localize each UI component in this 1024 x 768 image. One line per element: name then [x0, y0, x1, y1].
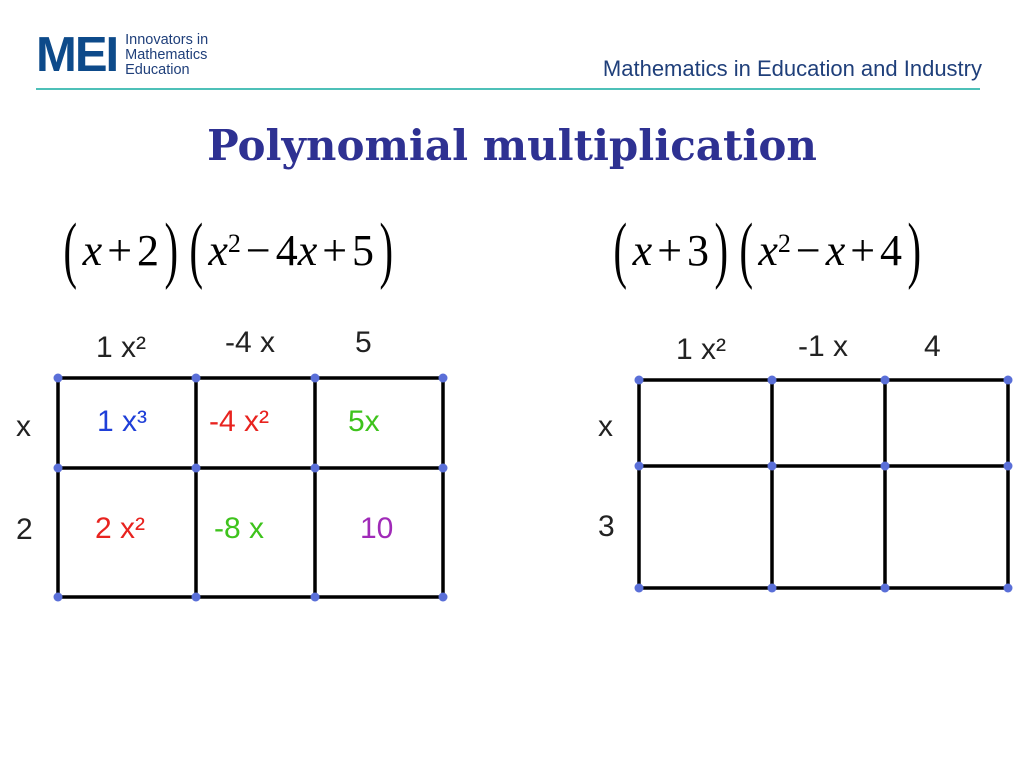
tagline-line-2: Mathematics [125, 46, 208, 63]
open-paren: ( [613, 209, 628, 291]
grid-1-row-header: 2 [16, 513, 33, 546]
equation-2-op1: − [795, 225, 821, 275]
open-paren: ( [63, 209, 78, 291]
tagline-line-3: Education [125, 61, 190, 78]
grid-2-grid-point [635, 462, 644, 471]
grid-1-cell: -4 x² [209, 405, 269, 438]
equation-2-const2: 4 [880, 225, 903, 275]
grid-2-grid-point [768, 584, 777, 593]
grid-2-grid-point [1004, 584, 1013, 593]
grid-2-grid-point [768, 462, 777, 471]
grid-1-grid-point [311, 374, 320, 383]
close-paren: ) [907, 209, 922, 291]
close-paren: ) [164, 209, 179, 291]
grid-1-row-header: x [16, 410, 31, 443]
equation-1-const: 2 [137, 225, 160, 275]
grid-1-col-header: 1 x² [96, 331, 147, 364]
grid-1-cell: 1 x³ [97, 405, 148, 438]
logo-tagline [125, 33, 208, 78]
equation-1 [58, 210, 399, 290]
header-divider [36, 88, 980, 90]
grid-1-col-header: 5 [355, 326, 372, 359]
grid-2-col-header: 1 x² [676, 333, 727, 366]
grid-1-grid-point [311, 593, 320, 602]
logo-mark: MEI [36, 28, 118, 82]
equation-1-op1: − [245, 225, 271, 275]
grid-2-row-header: x [598, 410, 613, 443]
equation-1-mid-var: x [297, 225, 318, 275]
close-paren: ) [379, 209, 394, 291]
grid-2-grid-point [881, 462, 890, 471]
grid-1-col-header: -4 x [225, 326, 276, 359]
grid-2-col-header: -1 x [798, 330, 849, 363]
equation-2-op: + [657, 225, 683, 275]
equation-1-const2: 5 [352, 225, 375, 275]
equation-1-op2: + [322, 225, 348, 275]
grid-2-grid-point [881, 584, 890, 593]
equation-1-mid: 4 [275, 225, 298, 275]
grid-1-grid-point [439, 464, 448, 473]
organisation-name: Mathematics in Education and Industry [602, 56, 982, 81]
equation-2-mid-var: x [825, 225, 846, 275]
grid-2-row-header: 3 [598, 510, 615, 543]
equation-1-exponent: 2 [227, 229, 241, 258]
equation-2-lead-var: x [758, 225, 778, 275]
grid-1-grid-point [54, 464, 63, 473]
grid-1-cell: 2 x² [95, 512, 146, 545]
slide-title: Polynomial multiplication [207, 121, 817, 170]
grid-1-cell: 5x [348, 405, 380, 438]
grid-1-grid-point [192, 374, 201, 383]
grid-2-grid-point [635, 376, 644, 385]
grid-2-grid-point [1004, 462, 1013, 471]
grid-1-cell: -8 x [214, 512, 265, 545]
open-paren: ( [189, 209, 203, 291]
grid-1-grid-point [439, 593, 448, 602]
grid-1-grid-point [54, 374, 63, 383]
grid-1-cell: 10 [360, 512, 394, 545]
grid-2-grid-point [635, 584, 644, 593]
tagline-line-1: Innovators in [125, 31, 209, 48]
equation-2-var: x [632, 225, 653, 275]
equation-1-lead-var: x [208, 225, 228, 275]
grid-1-grid-point [54, 593, 63, 602]
grid-1-grid-point [192, 593, 201, 602]
grid-2-grid-point [1004, 376, 1013, 385]
mei-logo [36, 30, 208, 80]
equation-2-op2: + [850, 225, 876, 275]
grid-2-grid-point [881, 376, 890, 385]
grid-1-grid-point [192, 464, 201, 473]
equation-2-exponent: 2 [777, 229, 791, 258]
grid-1-grid-point [439, 374, 448, 383]
equation-2-const: 3 [687, 225, 710, 275]
equation-1-op: + [107, 225, 133, 275]
open-paren: ( [739, 209, 753, 291]
grid-2-grid-point [768, 376, 777, 385]
grid-1-grid-point [311, 464, 320, 473]
grid-2-col-header: 4 [924, 330, 941, 363]
close-paren: ) [714, 209, 729, 291]
equation-1-var: x [82, 225, 103, 275]
equation-2 [608, 210, 927, 290]
